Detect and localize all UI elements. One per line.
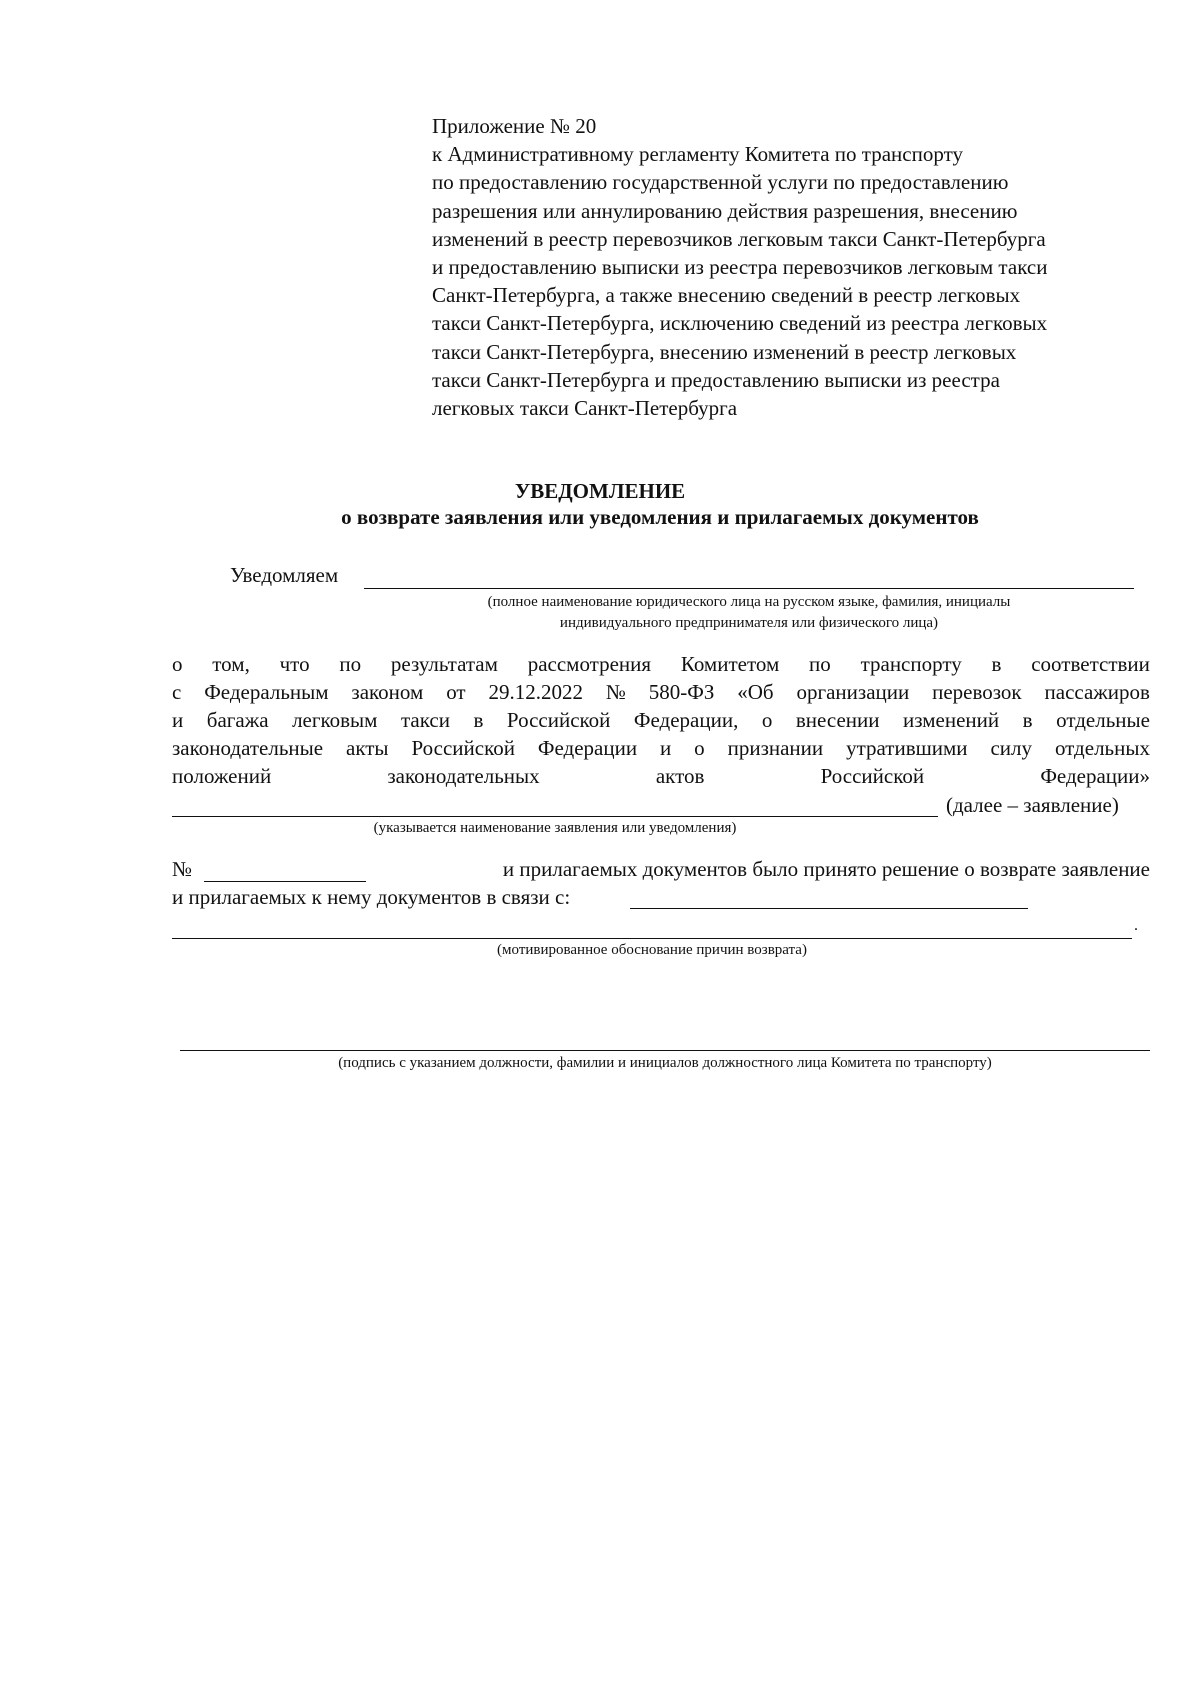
word: изменений — [903, 708, 1000, 732]
word: утратившими — [846, 736, 968, 760]
word: законодательных — [387, 764, 540, 788]
word: 29.12.2022 — [488, 680, 583, 704]
word: о — [172, 652, 183, 676]
document-subtitle: о возврате заявления или уведомления и прилагаемых документов — [341, 505, 979, 529]
body-paragraph — [172, 650, 1150, 790]
decision-line1: и прилагаемых документов было принято решение о возврате заявление — [502, 857, 1150, 881]
word: по — [809, 652, 831, 676]
word: признании — [727, 736, 824, 760]
word: в — [1022, 708, 1033, 732]
word: соответствии — [1031, 652, 1150, 676]
appendix-line: такси Санкт-Петербурга и предоставлению выписки из реестра — [432, 367, 1000, 392]
body-line-4 — [172, 734, 1150, 762]
word: легковым — [292, 708, 378, 732]
appendix-line: по предоставлению государственной услуги по предоставлению — [432, 170, 1009, 195]
word: Комитетом — [680, 652, 780, 676]
appendix-line: и предоставлению выписки из реестра перевозчиков легковым такси — [432, 255, 1048, 280]
word: о — [761, 708, 773, 732]
word: перевозок — [932, 680, 1022, 704]
appendix-block — [432, 112, 1152, 422]
word: по — [339, 652, 362, 676]
word: от — [446, 680, 466, 704]
word: Федеральным — [204, 680, 329, 704]
word: внесении — [795, 708, 880, 732]
reason-period: . — [1134, 917, 1138, 934]
number-sign: № — [172, 857, 193, 881]
notify-lead: Уведомляем — [230, 563, 339, 587]
appendix-line: такси Санкт-Петербурга, внесению изменений в реестр легковых — [432, 339, 1017, 364]
signature-caption: (подпись с указанием должности, фамилии и инициалов должностного лица Комитета по транспорту) — [338, 1055, 992, 1071]
word: том, — [212, 652, 250, 676]
word: транспорту — [860, 652, 962, 676]
appendix-line: Приложение № 20 — [432, 114, 597, 138]
word: в — [991, 652, 1002, 676]
recipient-caption-line2: индивидуального предпринимателя или физического лица) — [559, 615, 939, 631]
word: Федерации — [537, 736, 638, 760]
word: «Об — [737, 680, 774, 704]
word: законодательные — [172, 736, 324, 760]
reason-caption: (мотивированное обоснование причин возврата) — [497, 942, 807, 958]
return-reason-field-1[interactable] — [630, 908, 1028, 909]
document-title: УВЕДОМЛЕНИЕ — [514, 479, 686, 503]
word: Российской — [411, 736, 515, 760]
word: багажа — [206, 708, 269, 732]
recipient-caption-line1: (полное наименование юридического лица на русском языке, фамилия, инициалы — [487, 594, 1011, 610]
word: и — [172, 708, 184, 732]
appendix-line: изменений в реестр перевозчиков легковым такси Санкт-Петербурга — [432, 226, 1046, 251]
statement-caption: (указывается наименование заявления или уведомления) — [373, 820, 737, 836]
word: что — [279, 652, 310, 676]
appendix-line: разрешения или аннулированию действия разрешения, внесению — [432, 198, 1018, 223]
body-line-1 — [172, 650, 1150, 678]
body-line-2 — [172, 678, 1150, 706]
body-line-5 — [172, 762, 1150, 790]
word: рассмотрения — [527, 652, 652, 676]
word: организации — [796, 680, 910, 704]
word: Российской — [506, 708, 611, 732]
word: Федерации, — [633, 708, 739, 732]
word: Российской — [820, 764, 925, 788]
word: законом — [351, 680, 424, 704]
appendix-line: Санкт-Петербурга, а также внесению сведений в реестр легковых — [432, 283, 1021, 308]
word: такси — [400, 708, 450, 732]
word: № — [605, 680, 626, 704]
word: положений — [172, 764, 272, 788]
word: 580-ФЗ — [648, 680, 715, 704]
word: о — [694, 736, 705, 760]
hereinafter-label: (далее – заявление) — [946, 793, 1119, 817]
word: отдельных — [1054, 736, 1150, 760]
word: результатам — [390, 652, 498, 676]
appendix-line: к Административному регламенту Комитета по транспорту — [432, 142, 963, 167]
appendix-line: легковых такси Санкт-Петербурга — [432, 396, 738, 421]
decision-line2: и прилагаемых к нему документов в связи с: — [172, 885, 571, 909]
word: с — [172, 680, 182, 704]
word: пассажиров — [1044, 680, 1150, 704]
statement-name-field[interactable] — [172, 816, 938, 817]
word: актов — [655, 764, 705, 788]
recipient-name-field[interactable] — [364, 588, 1134, 589]
word: силу — [990, 736, 1033, 760]
appendix-line: такси Санкт-Петербурга, исключению сведений из реестра легковых — [432, 311, 1048, 336]
word: отдельные — [1056, 708, 1150, 732]
return-reason-field-2[interactable] — [172, 938, 1132, 939]
word: акты — [346, 736, 389, 760]
body-line-3 — [172, 706, 1150, 734]
signature-field[interactable] — [180, 1050, 1150, 1051]
word: в — [473, 708, 484, 732]
word: Федерации» — [1040, 764, 1150, 788]
statement-number-field[interactable] — [204, 881, 366, 882]
word: и — [660, 736, 672, 760]
